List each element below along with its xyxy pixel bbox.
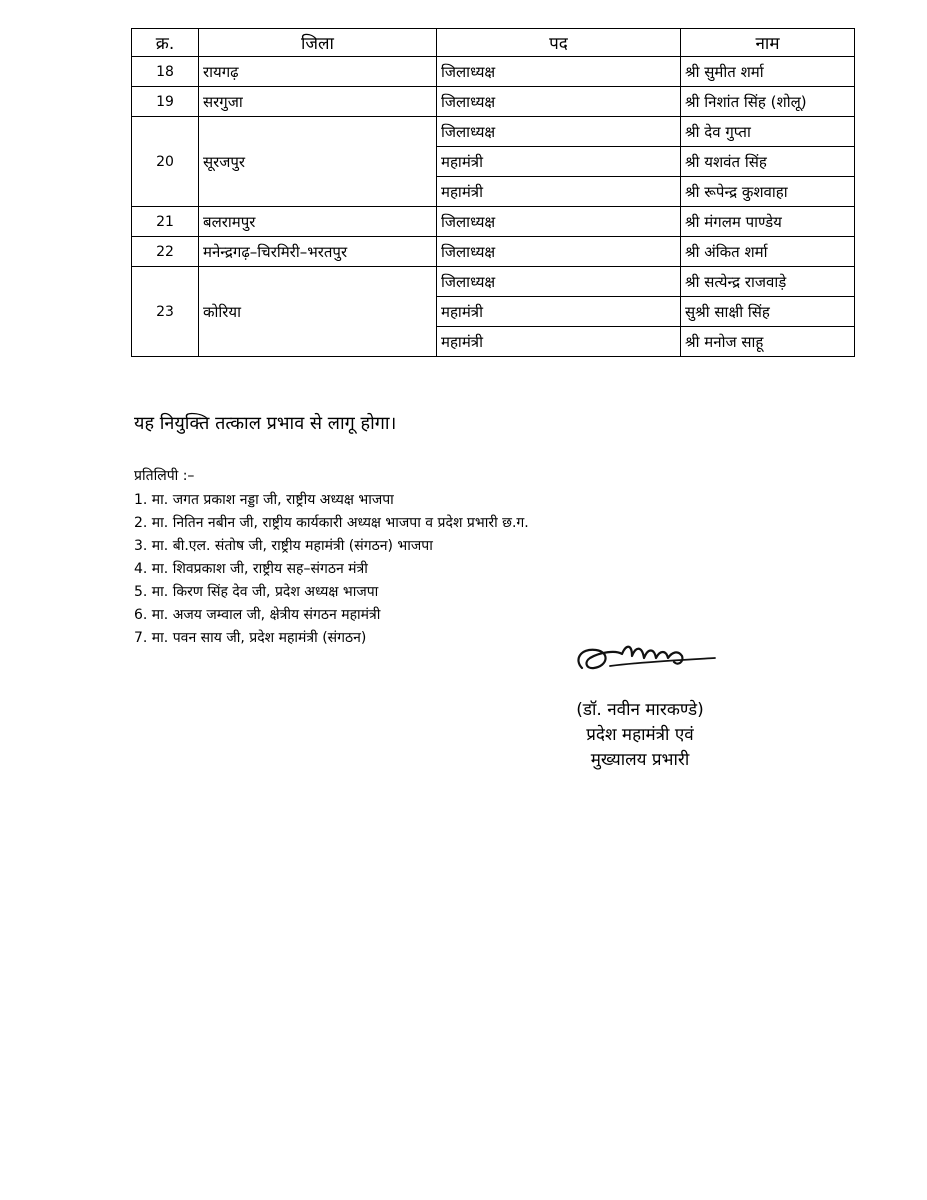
name-cell: श्री मनोज साहू — [681, 327, 855, 357]
list-item: 2. मा. नितिन नबीन जी, राष्ट्रीय कार्यकारी अध्यक्ष भाजपा व प्रदेश प्रभारी छ.ग. — [134, 515, 529, 531]
header-post: पद — [437, 29, 681, 57]
header-name: नाम — [681, 29, 855, 57]
header-serial: क्र. — [132, 29, 199, 57]
signatory-name: (डॉ. नवीन मारकण्डे) — [576, 700, 704, 720]
table-row — [132, 57, 855, 87]
signatory-block — [545, 698, 735, 773]
serial-cell: 19 — [132, 87, 199, 117]
name-cell: श्री सत्येन्द्र राजवाड़े — [681, 267, 855, 297]
table-row — [132, 87, 855, 117]
signatory-title: प्रदेश महामंत्री एवं — [586, 725, 694, 745]
list-item: 3. मा. बी.एल. संतोष जी, राष्ट्रीय महामंत्री (संगठन) भाजपा — [134, 538, 433, 554]
post-cell: जिलाध्यक्ष — [437, 87, 681, 117]
list-item: 7. मा. पवन साय जी, प्रदेश महामंत्री (संगठन) — [134, 630, 367, 646]
list-item: 6. मा. अजय जम्वाल जी, क्षेत्रीय संगठन महामंत्री — [134, 607, 381, 623]
post-cell: महामंत्री — [437, 297, 681, 327]
name-cell: सुश्री साक्षी सिंह — [681, 297, 855, 327]
signatory-title: मुख्यालय प्रभारी — [590, 750, 690, 770]
post-cell: महामंत्री — [437, 147, 681, 177]
order-statement: यह नियुक्ति तत्काल प्रभाव से लागू होगा। — [134, 413, 397, 434]
name-cell: श्री निशांत सिंह (शोलू) — [681, 87, 855, 117]
district-cell: सूरजपुर — [199, 117, 437, 207]
serial-cell: 21 — [132, 207, 199, 237]
list-item: 1. मा. जगत प्रकाश नड्डा जी, राष्ट्रीय अध्यक्ष भाजपा — [134, 492, 394, 508]
name-cell: श्री रूपेन्द्र कुशवाहा — [681, 177, 855, 207]
district-cell: कोरिया — [199, 267, 437, 357]
table-row — [132, 117, 855, 147]
handwritten-signature — [570, 628, 720, 683]
name-cell: श्री अंकित शर्मा — [681, 237, 855, 267]
serial-cell: 18 — [132, 57, 199, 87]
name-cell: श्री देव गुप्ता — [681, 117, 855, 147]
post-cell: जिलाध्यक्ष — [437, 267, 681, 297]
post-cell: जिलाध्यक्ष — [437, 237, 681, 267]
district-cell: बलरामपुर — [199, 207, 437, 237]
copy-list — [134, 489, 529, 650]
serial-cell: 20 — [132, 117, 199, 207]
post-cell: महामंत्री — [437, 177, 681, 207]
table-row — [132, 237, 855, 267]
list-item: 5. मा. किरण सिंह देव जी, प्रदेश अध्यक्ष भाजपा — [134, 584, 379, 600]
district-cell: मनेन्द्रगढ़–चिरमिरी–भरतपुर — [199, 237, 437, 267]
serial-cell: 23 — [132, 267, 199, 357]
copy-heading: प्रतिलिपी :– — [134, 468, 195, 484]
table-row — [132, 267, 855, 297]
table-header-row — [132, 29, 855, 57]
post-cell: महामंत्री — [437, 327, 681, 357]
district-cell: रायगढ़ — [199, 57, 437, 87]
list-item: 4. मा. शिवप्रकाश जी, राष्ट्रीय सह–संगठन मंत्री — [134, 561, 368, 577]
table-row — [132, 207, 855, 237]
name-cell: श्री मंगलम पाण्डेय — [681, 207, 855, 237]
name-cell: श्री सुमीत शर्मा — [681, 57, 855, 87]
appointment-table — [131, 28, 855, 357]
serial-cell: 22 — [132, 237, 199, 267]
header-district: जिला — [199, 29, 437, 57]
district-cell: सरगुजा — [199, 87, 437, 117]
post-cell: जिलाध्यक्ष — [437, 117, 681, 147]
name-cell: श्री यशवंत सिंह — [681, 147, 855, 177]
post-cell: जिलाध्यक्ष — [437, 57, 681, 87]
post-cell: जिलाध्यक्ष — [437, 207, 681, 237]
